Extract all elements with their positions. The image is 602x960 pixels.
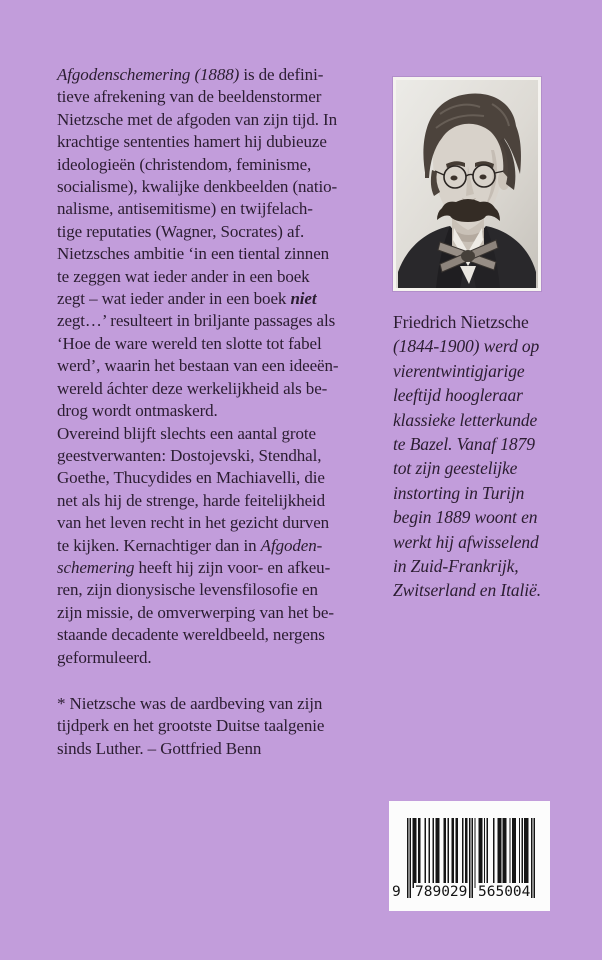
text-line: instorting in Turijn: [393, 482, 525, 503]
text-line: te kijken. Kernachtiger dan in Afgoden-: [57, 535, 323, 555]
text-line: klassieke letterkunde: [393, 409, 538, 430]
text-line: te Bazel. Vanaf 1879: [393, 434, 535, 455]
isbn-group-left: 789029: [415, 884, 468, 900]
text-line: tige reputaties (Wagner, Socrates) af.: [57, 221, 305, 241]
benn-quote: [57, 693, 324, 760]
text-line: tieve afrekening van de beeldenstormer: [57, 87, 322, 107]
author-photo-frame: [393, 77, 541, 291]
text-line: geformuleerd.: [57, 647, 152, 667]
isbn-barcode-box: [389, 801, 550, 911]
text-line: te zeggen wat ieder ander in een boek: [57, 266, 310, 286]
text-line: ideologieën (christendom, feminisme,: [57, 154, 312, 174]
text-line: staande decadente wereldbeeld, nergens: [57, 625, 325, 645]
text-line: ren, zijn dionysische levensfilosofie en: [57, 580, 318, 600]
text-line: krachtige sententies hamert hij dubieuze: [57, 132, 327, 152]
text-line: Overeind blijft slechts een aantal grote: [57, 423, 316, 443]
text-line: begin 1889 woont en: [393, 507, 538, 528]
text-line: werkt hij afwisselend: [393, 531, 539, 552]
text-line: Nietzsches ambitie ‘in een tiental zinnen: [57, 244, 330, 264]
isbn-digit-9: 9: [392, 884, 401, 900]
text-line: socialisme), kwalijke denkbeelden (natio-: [57, 177, 338, 197]
text-line: leeftijd hoogleraar: [393, 385, 523, 406]
text-line: tijdperk en het grootste Duitse taalgenie: [57, 716, 325, 736]
text-line: Friedrich Nietzsche: [393, 312, 529, 332]
text-line: drog wordt ontmaskerd.: [57, 401, 218, 421]
nietzsche-portrait-photo: [396, 80, 538, 288]
text-line: nalisme, antisemitisme) en twijfelach-: [57, 199, 313, 219]
text-line: zegt…’ resulteert in briljante passages als: [57, 311, 336, 331]
author-bio: [393, 310, 541, 603]
text-line: Afgodenschemering (1888) is de defini-: [57, 65, 324, 84]
text-line: wereld áchter deze werkelijkheid als be-: [57, 378, 328, 398]
text-line: in Zuid-Frankrijk,: [393, 556, 519, 577]
text-line: schemering heeft hij zijn voor- en afkeu-: [57, 557, 331, 577]
isbn-group-right: 565004: [478, 884, 531, 900]
text-line: Goethe, Thucydides en Machiavelli, die: [57, 468, 325, 488]
text-line: Zwitserland en Italië.: [393, 580, 542, 601]
text-line: zijn missie, de omverwerping van het be-: [57, 602, 334, 622]
text-line: zegt – wat ieder ander in een boek niet: [57, 289, 317, 309]
text-line: tot zijn geestelijke: [393, 458, 518, 479]
text-line: werd’, waarin het bestaan van een ideeën-: [57, 356, 339, 376]
text-line: ‘Hoe de ware wereld ten slotte tot fabel: [57, 333, 322, 353]
text-line: van het leven recht in het gezicht durven: [57, 513, 330, 533]
text-line: net als hij de strenge, harde feitelijkheid: [57, 490, 326, 510]
text-line: (1844-1900) werd op: [393, 336, 540, 357]
blurb-text: [57, 64, 338, 669]
text-line: vierentwintigjarige: [393, 360, 525, 381]
text-line: geestverwanten: Dostojevski, Stendhal,: [57, 445, 322, 465]
text-line: Nietzsche met de afgoden van zijn tijd. In: [57, 109, 337, 129]
text-line: * Nietzsche was de aardbeving van zijn: [57, 694, 323, 713]
text-line: sinds Luther. – Gottfried Benn: [57, 738, 262, 758]
